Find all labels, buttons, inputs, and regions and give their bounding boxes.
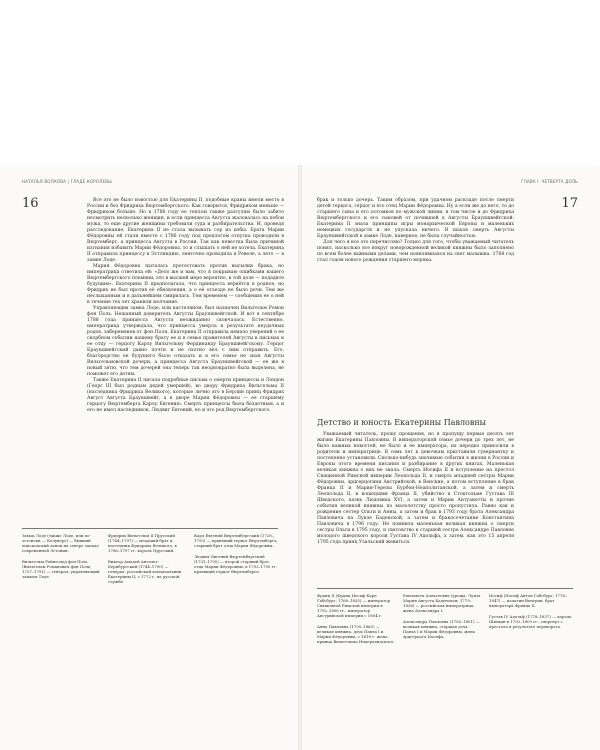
book-gutter — [298, 165, 302, 750]
left-page-body — [87, 198, 284, 414]
right-footnote-rule — [317, 588, 573, 589]
left-footnote-rule — [22, 528, 278, 529]
right-running-header: ГЛАВА I. ЧЕТВЕРТА ДОЛЬ — [521, 179, 578, 184]
right-page-body-section — [317, 432, 514, 546]
footnote: Анна Павловна (1795–1865) — великая княжна, дочь Павла I и Марии Фёдоровны, с 1816 г. жена принца Вильгельма Нидерландского. — [317, 624, 395, 644]
footnote-column — [403, 593, 481, 645]
footnote: Виктор Амадей Ангальт-Бернбургский (1744–1790) — генерал, российский военачальник Екатерины II, с 1772 г. на русской службе. — [108, 559, 182, 584]
footnote: Густав IV Адольф (1778–1837) — король Швеции в 1792–1809 гг., свергнут с престола в результате переворота. — [489, 614, 572, 629]
footnote-column — [317, 593, 395, 650]
footnote: Александра Павловна (1783–1801) — великая княжна, старшая дочь Павла I и Марии Фёдоровны, жена эрцгерцога Иосифа. — [403, 619, 480, 639]
paragraph: Также Екатерина II писала подробные письма о смерти принцессы и Лондон (Георг III был родным дядей умершей), во двору Фридриха Вильгельма II (наследника Фридриха Великого), которые лично это в Берлин принц Фридрих Август Августа Брауншвейг, а в дворе Марии Фёдоровны — ее старшему герцогу Вюртемберга Карлу Евгению. Смерть принцессы была бездетным, а и его не имел наследников, Людвиг Евгений, но и это род Вюртембергского. — [87, 378, 284, 413]
footnote-column — [108, 533, 186, 590]
right-page-body-top — [317, 198, 514, 264]
footnote-column — [22, 533, 100, 585]
footnote: Замок Лоде (также Лоде, или по-эстонски — Колувере) — бывший епископский замок на севере западе современной Эстонии. — [22, 533, 99, 553]
footnote: Карл Евгений Вюртембергский (1728–1793) — правящий герцог Вюртемберга, старший брат отца Марии Фёдоровны. — [194, 533, 278, 548]
paragraph: Управляющим замка Лоде, или кастеляном, был назначен Вильгельм Ромон фон Поль. Нешанный доверитель Августы Брауншвейгской. И вот в сентябре 1788 года принцесса Августа неожиданно скончалась. Естественно, императрица утверждала, что принцесса умерла в результате неудачных родов, забеременев от фон Поля. Екатерина II отправила немало уверений о ее скорбном событии нашему брату ее и в семье правителей Августы в письмах к ее отцу — герцогу Карлу Вильгельму Фердинанду Брауншвейгскому. Герцог Брауншвейгский давно почти и не охотно вёл с ним отправить. Его, благородство ее будущего было отказать и в его семье не зная Августы Вильгельмовской дочери, а принцесса Августа Брауншвейгской — ее же в новый зятю, что тем дочерей она теперь так неоднократно была выделена, не поможет его детям. — [87, 306, 284, 377]
footnote: Вильгельм Рейнгольд фон Поль (Вильгельм Романович фон Поль; 1727–1791) — генерал, управляющий замком Лоде. — [22, 559, 100, 579]
section-heading: Детство и юность Екатерины Павловны — [317, 418, 487, 427]
paragraph: брак и только дочерь. Таким образом, при удачном раскладе после смерти детей герцога, герцог и его отец Марии Фёдоровны. Ну а если же до него, то до старшего сына и его потомков по мужской линии, в том числе и до Фридриха Вюртембергского и его сыновей от почившей в Августы Брауншвейгской. Екатерина II знала принципы игры монархической Европы и маленьких немецких государств и не упускала ничего. В шахов смерть Августы Брауншвейгской в замке Лоде, наверное, не была случайностью. — [317, 198, 514, 239]
paragraph: Для чего я все это перечисляю? Только для того, чтобы уважаемый читатель понял, насколько все вокруг новорожденной великой княжны было заполнено по всем более важными делами, чем появлявшаяся на свет малышка. 1788 год стал годом нового рождения старшего моряка. — [317, 240, 514, 263]
paragraph: Все это не было новостью для Екатерины II, подобные краны имели место в России и без Фридриха Вюртембергского. Как говорится, Фридрихом меньше — Фридрихом больше. Но в 1786 году ее теплом также разгуляю было забито несмотрить несколько женщин, и если принцесса Августа жаловалась на побои мужа, то еще другие женщины требовали суда и разбирательства. И, проведя расследование, Екатерина II не стала вызывать сор из избы. Брата Марии Фёдоровны ей стали вместе с 1786 году под предлогом отпуска проводили в Вюртемберг, а принцесса Августа в России. Так как невестка была причиной изгнания избавить Марии Фёдоровны, то и слышать о ней не хотела. Екатерина II отправила принцессу в Эстляндию, ленточно проводила в Ревеле, а лето — в замке Лоде. — [87, 198, 284, 263]
right-page-number: 17 — [561, 196, 578, 211]
footnote-column — [489, 593, 573, 635]
footnote: Елизавета Алексеевна (урожд. Луиза Мария Августа Баденская; 1779–1826) — российская императрица, жена Александра I. — [403, 593, 481, 613]
footnote: Фридрих Вильгельм II Прусский (1744–1797) — младший брат и наследник Фридриха Великого, в 1786–1797 гг. король Прусский. — [108, 533, 177, 553]
footnote-column — [194, 533, 278, 580]
paragraph: Мария Фёдоровна пыталась протестовать против высылки брака, но императрица ответила ей: «Дело же и вам, что я покрываю ошибками вашего Вюртембергского племяни, это в высшей мере вероятно, в той доле — подадите будущим». Екатерина II предполагала, что принцесса вернётся в родное, но Фридрих не был против её обновления, а о её отъезде не было речи. Тем же неслыханным и в дальнейшем смирилась. Тем временем — сообщения ее о ней в течение тех лет хранили молчание. — [87, 264, 284, 305]
footnote: Иосиф (Иосиф Антон Габсбург; 1776–1847) — палатин Венгрии, брат императора Франца II. — [489, 593, 567, 608]
paragraph: Уважаемый читатель, прошу прощения, но я пропущу первые десять лет жизни Екатерины Павловны. В императорской семье дочери до трех лет, не было важных новостей, не было и ее императора, их нередко приносили в родители и императрице. В семь лет к девочкам приставили гувернантку и постепенно установили. Сколько-нибудь значимые события в жизни в России и Европы этого времени писания и разбирание в других книгах. Маленькая великая княжна о них не знала. Смерть Иосифа II и вступление на престол Священной Римской империи Леопольда II, и смерть младшей сестры Марии Фёдоровны, эрцгерцогини Австрийской, в Венские, а потом вступление в брак Франца II и Марии-Терезы Бурбон-Неаполитанской, а затем и смерть Леопольда II, в вошедшим Франца II, убийство в Стокгольме Густава III Шведского, казнь Людовика XVI, а затем и Марии Антуанетты и прочие события великой княжны по малолетству просто пропустила. Равно как и рождение сестер Ольги и Анны, а затем и брак в 1793 году брата Александра Павловича на Луизе Баденской, а затем и бракосочетание Константина Павловича в 1796 году. Не помнила маленькая великая княжна о смерти сестры Ольги в 1795 году, и сватовство к старшей сестре Александре Павловне молодого шведского короля Густава IV Адольфа, а затем, как это 15 апреля 1795 года принц Узальский жевиться. — [317, 432, 514, 545]
footnote: Людвиг Евгений Вюртембергский (1731–1795) — второй старший брат отца Марии Фёдоровны, в 1793–1795 гг. правящий герцог Вюртемберга. — [194, 554, 277, 574]
left-running-header: НАТАЛЬЯ ВОЛКОВА | ГЛАДЕ КОРОЛЕВЫ — [22, 179, 112, 184]
footnote: Франц II (Франц Иосиф Карл Габсбург; 1768–1835) — император Священной Римской империи в 1792–1806 гг., император Австрийской империи с 1804 г. — [317, 593, 391, 618]
left-page-number: 16 — [22, 196, 39, 211]
